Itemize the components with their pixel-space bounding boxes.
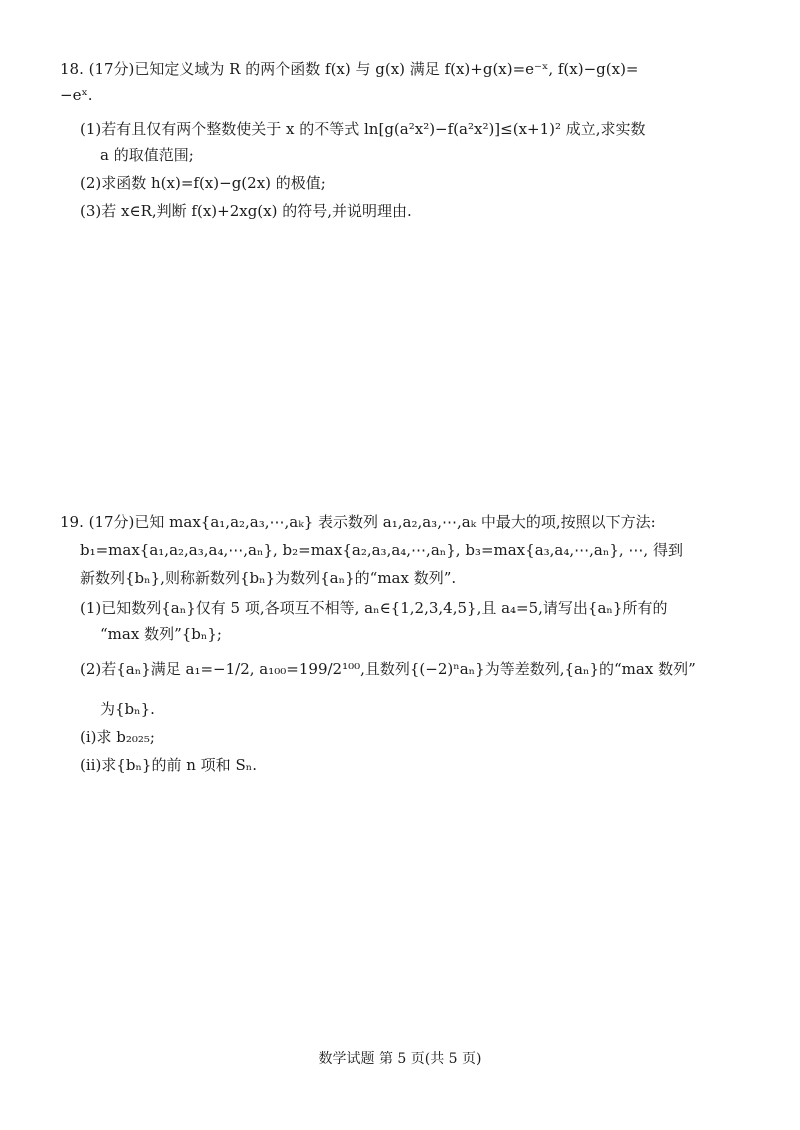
page-footer: 数学试题 第 5 页(共 5 页)	[318, 1051, 482, 1067]
q18-part1-line-2: a 的取值范围;	[100, 146, 194, 164]
q19-part2-sub-i: (ⅰ)求 b₂₀₂₅;	[80, 728, 155, 746]
q19-part2-line-2: 为{bₙ}.	[100, 700, 155, 718]
q19-stem-line-3: 新数列{bₙ},则称新数列{bₙ}为数列{aₙ}的“max 数列”.	[80, 569, 457, 587]
q19-part2-sub-ii: (ⅱ)求{bₙ}的前 n 项和 Sₙ.	[80, 756, 257, 774]
q18-part2: (2)求函数 h(x)=f(x)−g(2x) 的极值;	[80, 174, 326, 192]
q19-part1-line-1: (1)已知数列{aₙ}仅有 5 项,各项互不相等, aₙ∈{1,2,3,4,5},且 a₄=5,请写出{aₙ}所有的	[80, 599, 668, 617]
q18-part1-line-1: (1)若有且仅有两个整数使关于 x 的不等式 ln[g(a²x²)−f(a²x²)]≤(x+1)² 成立,求实数	[80, 120, 646, 138]
q19-part1-line-2: “max 数列”{bₙ};	[100, 625, 222, 643]
q18-part3: (3)若 x∈R,判断 f(x)+2xg(x) 的符号,并说明理由.	[80, 202, 412, 220]
q18-stem-line-1: 18. (17分)已知定义域为 R 的两个函数 f(x) 与 g(x) 满足 f(x)+g(x)=e⁻ˣ, f(x)−g(x)=	[60, 60, 639, 78]
q19-stem-line-2: b₁=max{a₁,a₂,a₃,a₄,⋯,aₙ}, b₂=max{a₂,a₃,a₄,⋯,aₙ}, b₃=max{a₃,a₄,⋯,aₙ}, ⋯, 得到	[80, 541, 683, 559]
q19-part2-line-1: (2)若{aₙ}满足 a₁=−1/2, a₁₀₀=199/2¹⁰⁰,且数列{(−2)ⁿaₙ}为等差数列,{aₙ}的“max 数列”	[80, 660, 696, 678]
q19-stem-line-1: 19. (17分)已知 max{a₁,a₂,a₃,⋯,aₖ} 表示数列 a₁,a₂,a₃,⋯,aₖ 中最大的项,按照以下方法:	[60, 513, 656, 531]
q18-stem-line-2: −eˣ.	[60, 86, 93, 104]
